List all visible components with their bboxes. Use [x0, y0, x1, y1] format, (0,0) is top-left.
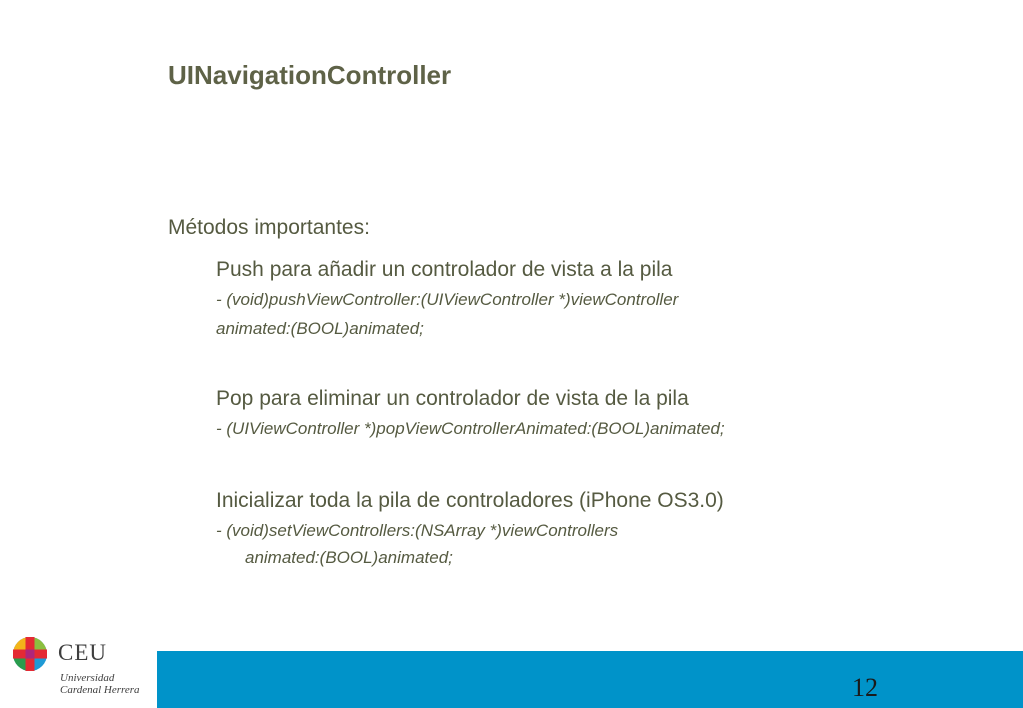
- university-logo: [10, 634, 155, 704]
- method-heading: Pop para eliminar un controlador de vista de la pila: [216, 387, 689, 410]
- method-signature-continuation: animated:(BOOL)animated;: [245, 548, 453, 567]
- method-signature-continuation: animated:(BOOL)animated;: [216, 319, 424, 338]
- intro-text: Métodos importantes:: [168, 216, 370, 239]
- logo-subtitle-line: Cardenal Herrera: [60, 684, 140, 696]
- method-heading: Inicializar toda la pila de controladores (iPhone OS3.0): [216, 489, 724, 512]
- method-set: [216, 487, 988, 570]
- footer-bar: [157, 651, 1023, 708]
- method-push: [216, 256, 988, 341]
- method-signature: - (UIViewController *)popViewControllerAnimated:(BOOL)animated;: [216, 419, 725, 438]
- logo-subtitle: [60, 672, 140, 696]
- slide-title: UINavigationController: [168, 60, 452, 90]
- method-signature: - (void)setViewControllers:(NSArray *)viewControllers: [216, 521, 619, 540]
- method-signature: - (void)pushViewController:(UIViewController *)viewController: [216, 290, 679, 309]
- slide-content: [168, 214, 988, 570]
- ceu-cross-icon: [12, 636, 48, 672]
- logo-subtitle-line: Universidad: [60, 672, 115, 684]
- logo-wordmark: CEU: [58, 640, 107, 665]
- page-number: 12: [852, 673, 878, 702]
- method-pop: [216, 385, 988, 444]
- method-heading: Push para añadir un controlador de vista a la pila: [216, 258, 673, 281]
